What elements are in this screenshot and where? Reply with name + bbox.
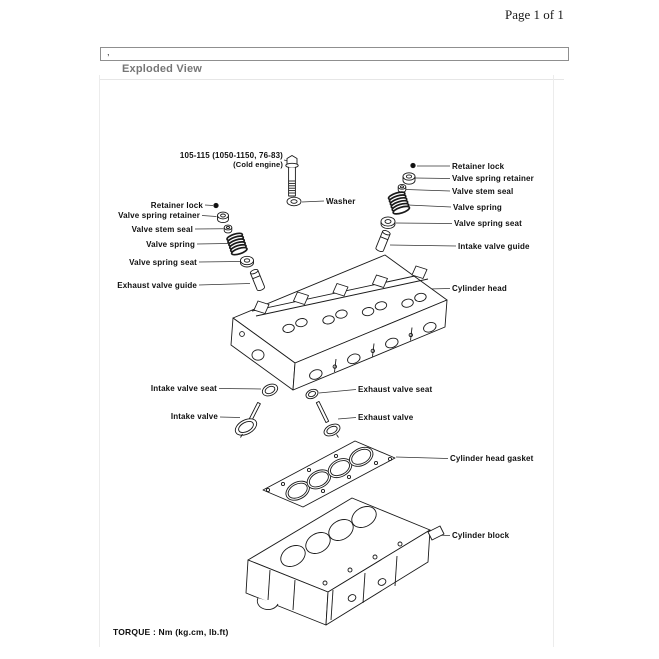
valve-stem-seal-left-part [224, 225, 232, 233]
valve-spring-retainer-right-part [403, 173, 415, 184]
exhaust-valve-part [316, 401, 342, 438]
intake-valve-part [233, 402, 261, 438]
cylinder-head-drawing [231, 255, 447, 390]
label-valve-stem-seal-left: Valve stem seal [131, 225, 193, 234]
label-valve-spring-seat-right: Valve spring seat [454, 219, 522, 228]
left-valve-stack-drawing [214, 203, 265, 291]
label-exhaust-valve-guide: Exhaust valve guide [117, 281, 197, 290]
page-number: Page 1 of 1 [505, 7, 564, 22]
right-valve-stack-drawing [375, 163, 415, 252]
label-intake-valve-seat: Intake valve seat [150, 384, 217, 393]
retainer-lock-right-part [411, 163, 415, 167]
label-cylinder-head-gasket: Cylinder head gasket [450, 454, 534, 463]
label-valve-spring-retainer-left: Valve spring retainer [118, 211, 200, 220]
label-washer: Washer [326, 197, 356, 206]
label-exhaust-valve-seat: Exhaust valve seat [358, 385, 433, 394]
label-bolt-torque [180, 151, 283, 169]
section-title: Exploded View [122, 63, 203, 75]
cylinder-block-drawing [246, 498, 444, 625]
label-valve-spring-right: Valve spring [453, 203, 502, 212]
valve-spring-right-part [388, 191, 411, 216]
torque-spec-value: 105-115 (1050-1150, 76-83) [179, 151, 283, 160]
valve-spring-seat-left-part [241, 256, 254, 267]
head-bolt-drawing [286, 156, 298, 197]
torque-spec-condition: (Cold engine) [233, 160, 283, 169]
label-exhaust-valve: Exhaust valve [358, 413, 414, 422]
label-valve-spring-left: Valve spring [146, 240, 195, 249]
intake-valve-seat-part [260, 382, 279, 398]
exhaust-valve-guide-part [250, 268, 266, 291]
retainer-lock-left-part [214, 203, 218, 207]
label-valve-spring-retainer-right: Valve spring retainer [452, 174, 534, 183]
valve-spring-left-part [226, 232, 248, 256]
label-cylinder-block: Cylinder block [452, 531, 510, 540]
torque-units-note: TORQUE : Nm (kg.cm, lb.ft) [113, 627, 229, 637]
label-valve-stem-seal-right: Valve stem seal [452, 187, 514, 196]
valve-spring-seat-right-part [381, 217, 395, 229]
label-intake-valve-guide: Intake valve guide [458, 242, 530, 251]
valve-spring-retainer-left-part [218, 212, 229, 222]
washer-drawing [287, 197, 301, 206]
exhaust-valve-seat-part [304, 388, 319, 401]
label-retainer-lock-left: Retainer lock [150, 201, 203, 210]
label-cylinder-head: Cylinder head [452, 284, 507, 293]
comment-box: , [100, 47, 569, 61]
label-intake-valve: Intake valve [170, 412, 218, 421]
cylinder-head-gasket-drawing [263, 441, 395, 507]
label-retainer-lock-right: Retainer lock [452, 162, 505, 171]
label-valve-spring-seat-left: Valve spring seat [129, 258, 197, 267]
intake-valve-guide-part [375, 229, 391, 252]
